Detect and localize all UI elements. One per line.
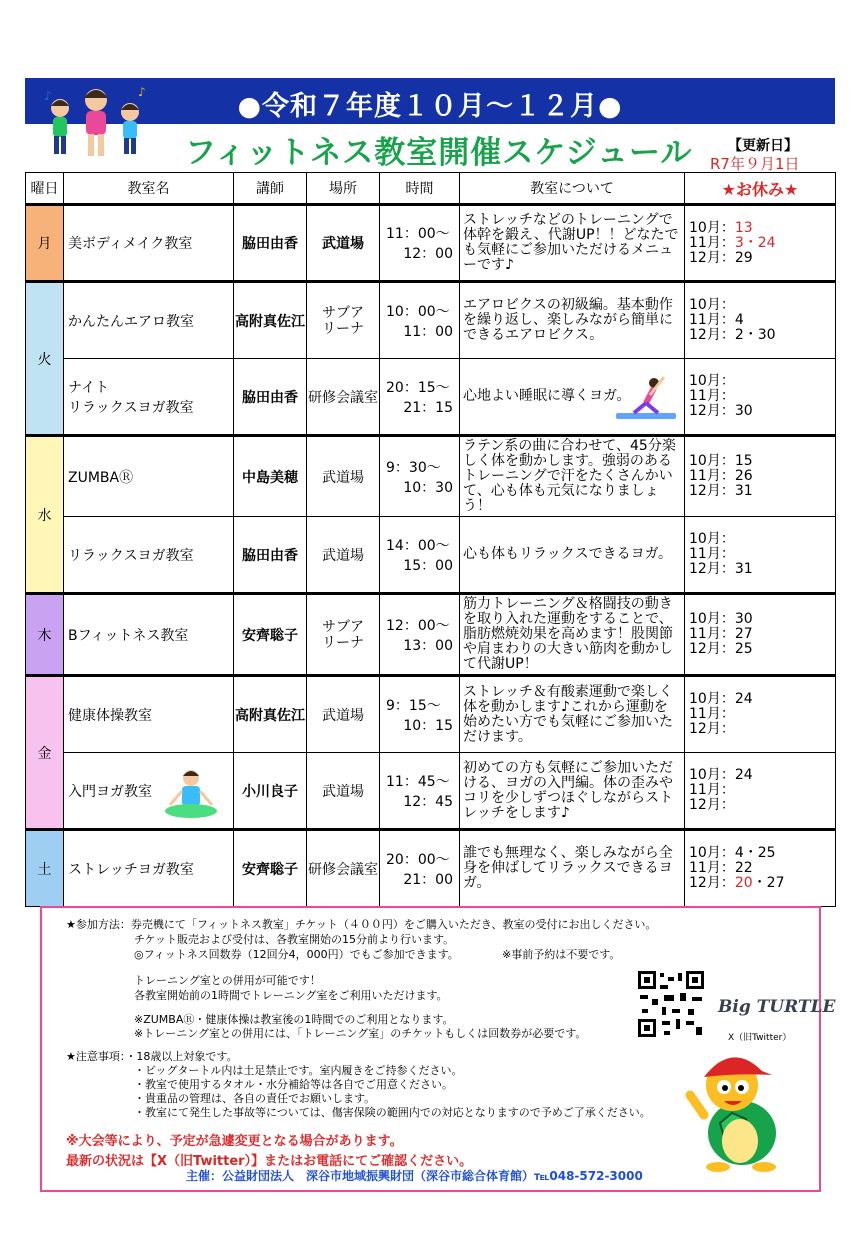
- updated-date: R7年９月1日: [710, 155, 800, 173]
- holiday-oct: 10月：24: [689, 691, 753, 707]
- class-name: Bフィットネス教室: [64, 594, 234, 676]
- instructor: 安齊聡子: [234, 594, 307, 676]
- day-cell-thu: 木: [26, 594, 64, 676]
- note-ticket-sales: チケット販売および受付は、各教室開始の15分前より行います。: [134, 933, 455, 946]
- day-cell-sat: 土: [26, 830, 64, 907]
- holiday-cell: [685, 359, 836, 436]
- caution-towel: ・教室で使用するタオル・水分補給等は各自でご用意ください。: [134, 1078, 453, 1091]
- note-no-reservation: ※事前予約は不要です。: [502, 948, 621, 961]
- kids-illustration: [38, 78, 150, 166]
- start-time: 20：15～: [386, 379, 450, 396]
- caution-shoes: ・ビッグタートル内は土足禁止です。室内履きをご持参ください。: [134, 1064, 463, 1077]
- instructor: 小川良子: [234, 753, 307, 830]
- start-time: 11：00～: [386, 226, 450, 242]
- title-banner-text: ●令和７年度１０月～１２月●: [237, 91, 623, 122]
- class-name-line1: ナイト: [68, 379, 110, 396]
- class-description-text: 心地よい睡眠に導くヨガ。: [463, 388, 631, 404]
- holiday-dec: 12月：2・30: [689, 327, 776, 343]
- holiday-cell: [685, 205, 836, 282]
- holiday-dec: 12月：: [689, 875, 735, 891]
- class-description: ラテン系の曲に合わせて、45分楽しく体を動かします。強弱のあるトレーニングで汗をたくさんかいて、心も体も元気になりましょう！: [460, 436, 685, 517]
- holiday-cell: [685, 753, 836, 830]
- holiday-nov: 11月：: [689, 782, 735, 798]
- time-cell: [380, 359, 460, 436]
- schedule-title: フィットネス教室開催スケジュール: [185, 135, 693, 171]
- class-name: かんたんエアロ教室: [64, 282, 234, 359]
- venue: 武道場: [307, 205, 380, 282]
- end-time: 15：00: [403, 557, 453, 574]
- day-cell-wed: 水: [26, 436, 64, 594]
- holiday-nov: 11月：: [689, 388, 735, 404]
- meditation-pose-illustration: [158, 767, 224, 823]
- caution-age: ★注意事項：・18歳以上対象です。: [66, 1050, 238, 1063]
- class-name: ZUMBAⓇ: [64, 436, 234, 517]
- time-cell: [380, 517, 460, 594]
- time-cell: [380, 436, 460, 517]
- start-time: 20：00～: [386, 851, 450, 868]
- start-time: 14：00～: [386, 537, 450, 554]
- qr-code[interactable]: [636, 969, 706, 1039]
- header-venue: 場所: [307, 173, 380, 205]
- venue-text: サブアリーナ: [322, 304, 364, 337]
- start-time: 9：15～: [386, 697, 441, 714]
- end-time: 21：15: [403, 399, 453, 416]
- header-class: 教室名: [64, 173, 234, 205]
- instructor: 中島美穂: [234, 436, 307, 517]
- holiday-dec: 12月：31: [689, 561, 753, 577]
- holiday-cell: [685, 830, 836, 907]
- instructor: 高附真佐江: [234, 676, 307, 753]
- holiday-nov: 11月：4: [689, 312, 744, 328]
- class-name-text: 入門ヨガ教室: [68, 783, 152, 800]
- holiday-nov-days: 3・24: [734, 234, 776, 251]
- holiday-dec: 12月：31: [689, 483, 753, 499]
- svg-text:♪: ♪: [138, 85, 146, 99]
- start-time: 9：30～: [386, 459, 441, 476]
- table-row: [26, 282, 836, 359]
- venue: [307, 282, 380, 359]
- header-day: 曜日: [26, 173, 64, 205]
- instructor: 脇田由香: [234, 359, 307, 436]
- holiday-dec-rest: ・27: [752, 875, 785, 891]
- note-training-room: トレーニング室との併用が可能です！: [134, 974, 321, 987]
- class-description: 初めての方も気軽にご参加いただける、ヨガの入門編。体の歪みやコリを少しずつほぐしながらストレッチをします♪: [460, 753, 685, 830]
- class-name-line2: リラックスヨガ教室: [68, 399, 194, 416]
- start-time: 10：00～: [386, 303, 450, 320]
- table-row: [26, 205, 836, 282]
- holiday-dec: 12月：30: [689, 403, 753, 419]
- holiday-oct: 10月：: [689, 531, 735, 547]
- holiday-cell: [685, 676, 836, 753]
- note-training-ticket: ※トレーニング室との併用には、「トレーニング室」のチケットもしくは回数券が必要です。: [134, 1027, 587, 1040]
- holiday-oct: 10月：30: [689, 611, 753, 627]
- instructor: 高附真佐江: [234, 282, 307, 359]
- header-about: 教室について: [460, 173, 685, 205]
- table-row: [26, 676, 836, 753]
- svg-text:♪: ♪: [44, 89, 52, 103]
- table-row: [26, 436, 836, 517]
- header-instructor: 講師: [234, 173, 307, 205]
- class-description: ストレッチなどのトレーニングで体幹を鍛え、代謝UP！！どなたでも気軽にご参加いただけるメニューです♪: [460, 205, 685, 282]
- class-description: エアロビクスの初級編。基本動作を繰り返し、楽しみながら簡単にできるエアロビクス。: [460, 282, 685, 359]
- instructor: 安齊聡子: [234, 830, 307, 907]
- holiday-oct: 10月：: [689, 219, 735, 236]
- class-description: ストレッチ＆有酸素運動で楽しく体を動かします♪これから運動を始めたい方でも気軽にご参加いただけます。: [460, 676, 685, 753]
- instructor: 脇田由香: [234, 205, 307, 282]
- class-name: ストレッチヨガ教室: [64, 830, 234, 907]
- start-time: 11：45～: [386, 773, 450, 790]
- venue: 武道場: [307, 517, 380, 594]
- class-name: 健康体操教室: [64, 676, 234, 753]
- holiday-nov: 11月：27: [689, 626, 753, 642]
- holiday-oct: 10月：24: [689, 767, 753, 783]
- warning-schedule-change: ※大会等により、予定が急遽変更となる場合があります。: [66, 1134, 403, 1149]
- class-name: [64, 359, 234, 436]
- instructor: 脇田由香: [234, 517, 307, 594]
- end-time: 12：45: [403, 793, 453, 810]
- end-time: 13：00: [403, 637, 453, 654]
- big-turtle-logo: Big TURTLE: [718, 997, 836, 1017]
- class-description: [460, 359, 685, 436]
- day-cell-mon: 月: [26, 205, 64, 282]
- time-cell: [380, 594, 460, 676]
- holiday-nov: 11月：: [689, 706, 735, 722]
- venue: [307, 594, 380, 676]
- holiday-oct: 10月：4・25: [689, 845, 776, 861]
- header-time: 時間: [380, 173, 460, 205]
- end-time: 12：00: [403, 246, 453, 262]
- venue: 武道場: [307, 753, 380, 830]
- holiday-dec: 12月：: [689, 797, 735, 813]
- table-row: [26, 594, 836, 676]
- class-description: 心も体もリラックスできるヨガ。: [460, 517, 685, 594]
- table-row: [26, 753, 836, 830]
- holiday-nov: 11月：22: [689, 860, 753, 876]
- end-time: 11：00: [403, 323, 453, 340]
- holiday-oct: 10月：15: [689, 453, 753, 469]
- holiday-oct-days: 13: [734, 219, 753, 236]
- turtle-mascot-illustration: [684, 1045, 794, 1173]
- note-participation: ★参加方法：券売機にて「フィットネス教室」チケット（４００円）をご購入いただき、教室の受付にお出しください。: [66, 918, 657, 931]
- note-training-hour: 各教室開始前の1時間でトレーニング室をご利用いただけます。: [134, 989, 448, 1002]
- holiday-cell: [685, 436, 836, 517]
- venue: 武道場: [307, 676, 380, 753]
- holiday-dec: 12月：: [689, 721, 735, 737]
- holiday-nov: 11月：: [689, 234, 735, 251]
- table-header-row: [26, 173, 836, 205]
- organizer-info: 主催：公益財団法人 深谷市地域振興財団（深谷市総合体育館）℡048-572-3000: [186, 1169, 643, 1183]
- venue: 武道場: [307, 436, 380, 517]
- start-time: 12：00～: [386, 617, 450, 634]
- class-description: 筋力トレーニング＆格闘技の動きを取り入れた運動をすることで、脂肪燃焼効果を高めます！股関節や肩まわりの大きい筋肉を動かして代謝UP！: [460, 594, 685, 676]
- holiday-oct: 10月：: [689, 373, 735, 389]
- class-name: リラックスヨガ教室: [64, 517, 234, 594]
- x-twitter-label: X（旧Twitter）: [728, 1033, 792, 1043]
- header-holidays: ★お休み★: [685, 173, 836, 205]
- end-time: 10：30: [403, 479, 453, 496]
- warning-check-latest: 最新の状況は【X（旧Twitter）】またはお電話にてご確認ください。: [66, 1154, 473, 1169]
- note-coupon: ◎フィットネス回数券（12回分4，000円）でもご参加できます。: [134, 948, 459, 961]
- holiday-cell: [685, 594, 836, 676]
- holiday-dec-days: 20: [734, 875, 753, 891]
- time-cell: [380, 676, 460, 753]
- time-cell: [380, 830, 460, 907]
- class-name: [64, 753, 234, 830]
- venue-text: サブアリーナ: [322, 618, 364, 651]
- time-cell: [380, 282, 460, 359]
- holiday-oct: 10月：: [689, 297, 735, 313]
- time-cell: [380, 753, 460, 830]
- venue: 研修会議室: [307, 359, 380, 436]
- class-description: 誰でも無理なく、楽しみながら全身を伸ばしてリラックスできるヨガ。: [460, 830, 685, 907]
- day-cell-tue: 火: [26, 282, 64, 436]
- holiday-nov: 11月：26: [689, 468, 753, 484]
- caution-valuables: ・貴重品の管理は、各自の責任でお願いします。: [134, 1092, 376, 1105]
- table-row: [26, 517, 836, 594]
- caution-insurance: ・教室にて発生した事故等については、傷害保険の範囲内での対応となりますので予めご了承ください。: [134, 1106, 651, 1119]
- time-cell: [380, 205, 460, 282]
- holiday-nov: 11月：: [689, 546, 735, 562]
- holiday-dec: 12月：25: [689, 641, 753, 657]
- class-name: 美ボディメイク教室: [64, 205, 234, 282]
- table-row: [26, 359, 836, 436]
- end-time: 21：00: [403, 871, 453, 888]
- holiday-dec: 12月：29: [689, 249, 753, 266]
- updated-label: 【更新日】: [728, 138, 798, 154]
- day-cell-fri: 金: [26, 676, 64, 830]
- note-zumba-exception: ※ZUMBAⓇ・健康体操は教室後の1時間でのご利用となります。: [134, 1013, 454, 1026]
- schedule-table: [25, 172, 836, 907]
- holiday-cell: [685, 517, 836, 594]
- end-time: 10：15: [403, 717, 453, 734]
- yoga-pose-illustration: [614, 373, 678, 421]
- venue: 研修会議室: [307, 830, 380, 907]
- table-row: [26, 830, 836, 907]
- holiday-cell: [685, 282, 836, 359]
